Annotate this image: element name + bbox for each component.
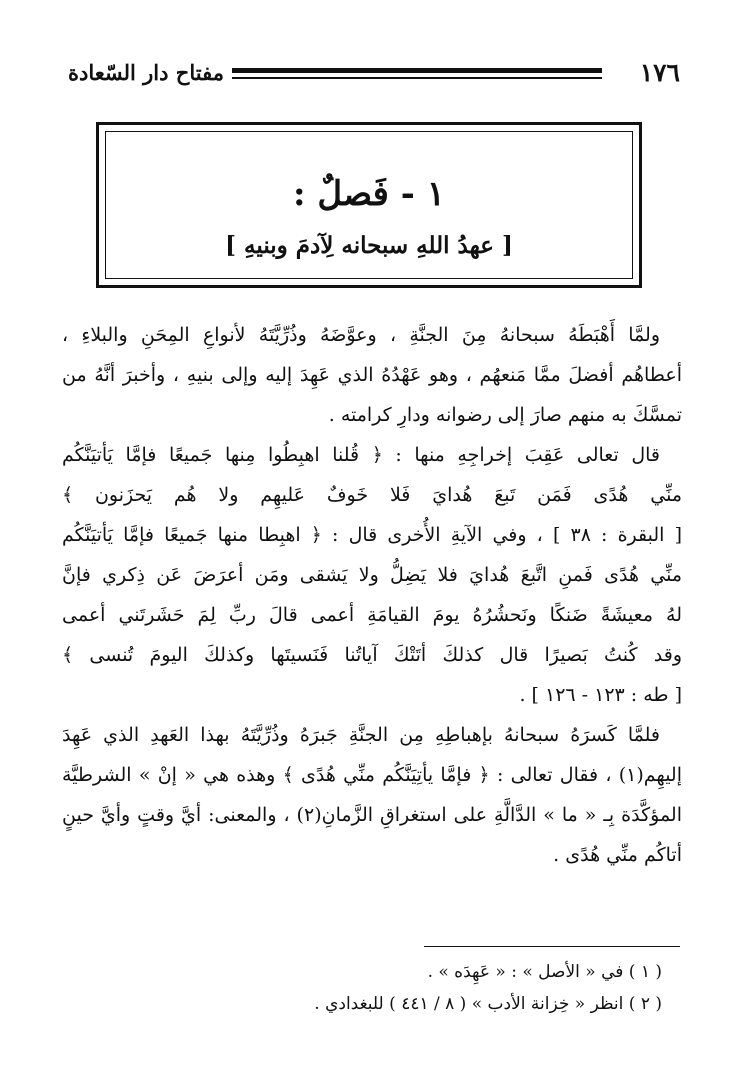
body-line: تمسَّكَ به منهم صارَ إلى رضوانه ودارِ كرامته . [328, 404, 682, 426]
header-rule-thin [232, 77, 602, 79]
body-line: أعطاهُم أفضلَ ممَّا مَنعهُم ، وهو عَهْدُهُ الذي عَهِدَ إليه وإلى بنيهِ ، وأخبرَ أنَّهُ من [62, 364, 682, 386]
body-line: قال تعالى عَقِبَ إخراجِهِ منها : ﴿ قُلنا اهبِطُوا مِنها جَميعًا فإمَّا يَأتيَنَّكُم [62, 444, 660, 466]
footnote: ( ١ ) في « الأصل » : « عَهِدَه » . [427, 962, 662, 982]
body-line: ولمَّا أَهْبَطَهُ سبحانهُ مِنَ الجنَّةِ ، وعوَّضَهُ وذُرِّيَّتَهُ لأنواعِ المِحَنِ والبلاءِ ، [62, 324, 660, 346]
running-header [68, 58, 680, 92]
body-line: المؤكَّدَة بِـ « ما » الدَّالَّةِ على استغراقِ الزَّمانِ(٢) ، والمعنى: أيَّ وقتٍ وأيَّ حينٍ [62, 804, 682, 826]
body-line: منِّي هُدًى فَمنِ اتَّبعَ هُدايَ فلا يَضِلُّ ولا يَشقى ومَن أعرَضَ عَن ذِكري فإنَّ [62, 564, 682, 586]
header-rule-thick [232, 68, 602, 73]
footnote: ( ٢ ) انظر « خِزانة الأدب » ( ٨ / ٤٤١ ) للبغدادي . [314, 994, 662, 1014]
header-rule [232, 68, 602, 82]
chapter-frame [96, 122, 642, 288]
book-title: مفتاح دار السّعادة [68, 60, 224, 85]
body-line: وقد كُنتُ بَصيرًا قال كذلكَ أتَتْكَ آياتُنا فَنَسيتَها وكذلكَ اليومَ تُنسى ﴾ [62, 644, 682, 666]
body-line: إليهِم(١) ، فقال تعالى : ﴿ فإمَّا يأتِيَنَّكُم منِّي هُدًى ﴾ وهذه هي « إنْ » الشرطيَّة [62, 764, 682, 786]
body-line: فلمَّا كَسرَهُ سبحانهُ بإهباطِهِ مِن الجنَّةِ جَبرَهُ وذُرِّيَّتَهُ بهذا العَهدِ الذي عَهِدَ [62, 724, 660, 746]
body-line: أتاكُم منِّي هُدًى . [553, 844, 682, 866]
chapter-frame-inner [105, 131, 633, 279]
body-text [62, 315, 682, 875]
body-line: منِّي هُدًى فَمَن تَبعَ هُدايَ فَلا خَوفٌ عَليهِم ولا هُم يَحزَنون ﴾ [62, 484, 682, 506]
chapter-subtitle: [ عهدُ اللهِ سبحانه لِآدمَ وبنيهِ ] [225, 232, 513, 259]
footnote-rule [424, 946, 680, 947]
page-number: ١٧٦ [639, 58, 680, 87]
body-line: [ البقرة : ٣٨ ] ، وفي الآيةِ الأُخرى قال : ﴿ اهبِطا منها جَميعًا فإمَّا يَأتيَنَّكُم [62, 524, 682, 546]
chapter-title: ١ - فَصلٌ : [293, 174, 445, 214]
footnotes [62, 956, 662, 1020]
body-line: لهُ معيشَةً ضَنكًا ونَحشُرُهُ يومَ القيامَةِ أعمى قالَ ربِّ لِمَ حَشَرتَني أعمى [62, 604, 682, 626]
body-line: [ طه : ١٢٣ - ١٢٦ ] . [519, 684, 682, 706]
